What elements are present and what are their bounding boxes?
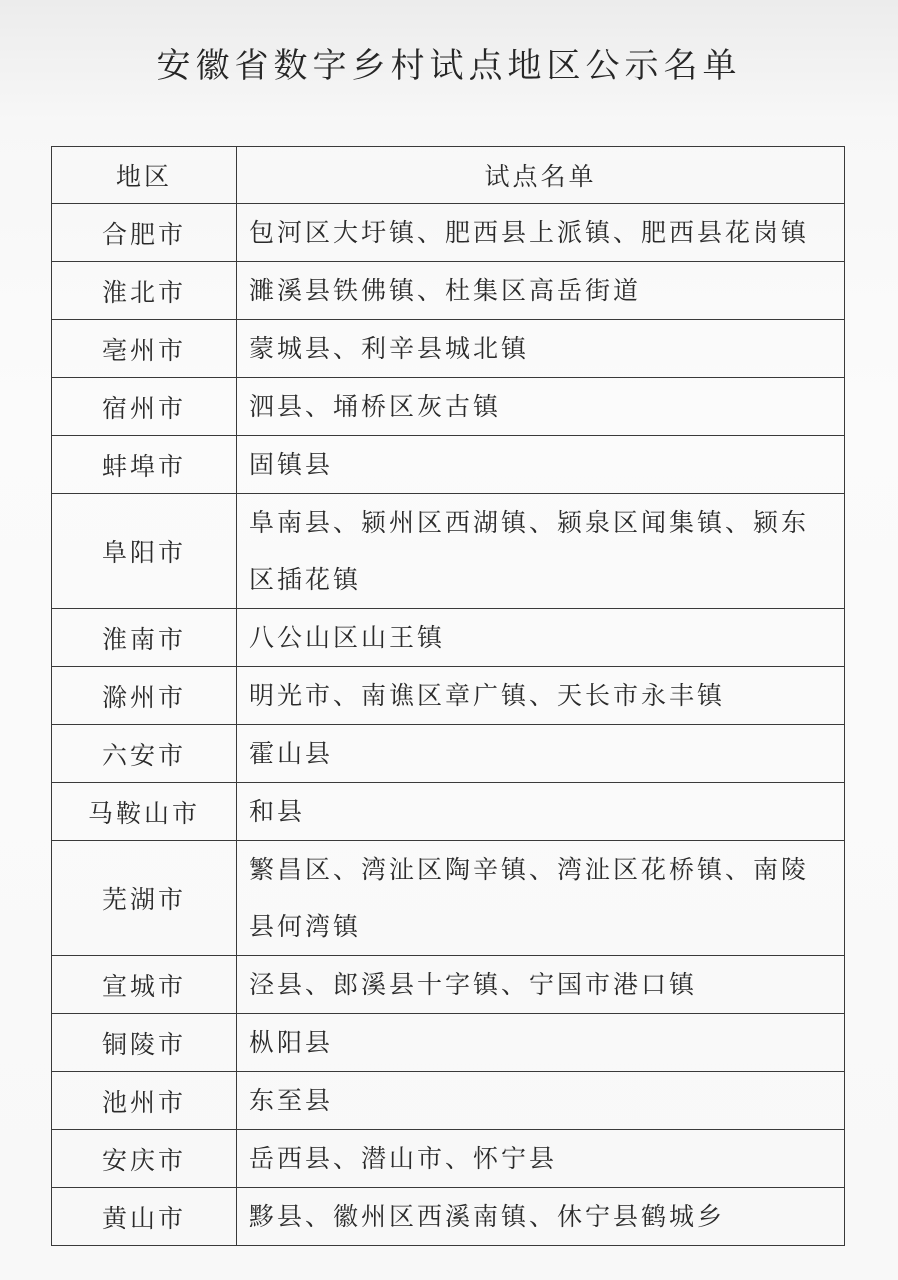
table-row — [52, 609, 845, 667]
table-row — [52, 494, 845, 609]
header-pilot-list: 试点名单 — [237, 147, 845, 204]
region-cell: 滁州市 — [52, 667, 237, 725]
table-row — [52, 1130, 845, 1188]
region-cell: 阜阳市 — [52, 494, 237, 609]
table-row — [52, 783, 845, 841]
region-cell: 蚌埠市 — [52, 436, 237, 494]
region-cell: 合肥市 — [52, 204, 237, 262]
table-row — [52, 1188, 845, 1246]
pilot-list-cell: 泗县、埇桥区灰古镇 — [237, 378, 845, 436]
pilot-list-cell: 和县 — [237, 783, 845, 841]
region-cell: 宣城市 — [52, 956, 237, 1014]
pilot-list-cell: 固镇县 — [237, 436, 845, 494]
header-region: 地区 — [52, 147, 237, 204]
table-row — [52, 320, 845, 378]
table-header-row — [52, 147, 845, 204]
region-cell: 淮南市 — [52, 609, 237, 667]
region-cell: 安庆市 — [52, 1130, 237, 1188]
pilot-list-cell: 东至县 — [237, 1072, 845, 1130]
region-cell: 六安市 — [52, 725, 237, 783]
region-cell: 铜陵市 — [52, 1014, 237, 1072]
document-title: 安徽省数字乡村试点地区公示名单 — [156, 46, 742, 86]
pilot-list-cell: 黟县、徽州区西溪南镇、休宁县鹤城乡 — [237, 1188, 845, 1246]
region-cell: 黄山市 — [52, 1188, 237, 1246]
pilot-list-cell: 八公山区山王镇 — [237, 609, 845, 667]
table-row — [52, 1072, 845, 1130]
pilot-list-cell: 枞阳县 — [237, 1014, 845, 1072]
region-cell: 池州市 — [52, 1072, 237, 1130]
pilot-list-cell: 包河区大圩镇、肥西县上派镇、肥西县花岗镇 — [237, 204, 845, 262]
pilot-list-cell: 岳西县、潜山市、怀宁县 — [237, 1130, 845, 1188]
region-cell: 宿州市 — [52, 378, 237, 436]
table-row — [52, 378, 845, 436]
table-row — [52, 204, 845, 262]
region-cell: 亳州市 — [52, 320, 237, 378]
region-cell: 淮北市 — [52, 262, 237, 320]
table-row — [52, 436, 845, 494]
pilot-list-cell: 泾县、郎溪县十字镇、宁国市港口镇 — [237, 956, 845, 1014]
pilot-list-cell: 霍山县 — [237, 725, 845, 783]
region-cell: 芜湖市 — [52, 841, 237, 956]
pilot-list-table — [51, 146, 845, 1246]
table-row — [52, 841, 845, 956]
pilot-list-cell: 繁昌区、湾沚区陶辛镇、湾沚区花桥镇、南陵县何湾镇 — [237, 841, 845, 956]
table-row — [52, 956, 845, 1014]
pilot-list-cell: 蒙城县、利辛县城北镇 — [237, 320, 845, 378]
pilot-list-cell: 阜南县、颍州区西湖镇、颍泉区闻集镇、颍东区插花镇 — [237, 494, 845, 609]
table-row — [52, 262, 845, 320]
table-row — [52, 667, 845, 725]
table-row — [52, 1014, 845, 1072]
table-row — [52, 725, 845, 783]
region-cell: 马鞍山市 — [52, 783, 237, 841]
pilot-list-cell: 濉溪县铁佛镇、杜集区高岳街道 — [237, 262, 845, 320]
pilot-list-cell: 明光市、南谯区章广镇、天长市永丰镇 — [237, 667, 845, 725]
